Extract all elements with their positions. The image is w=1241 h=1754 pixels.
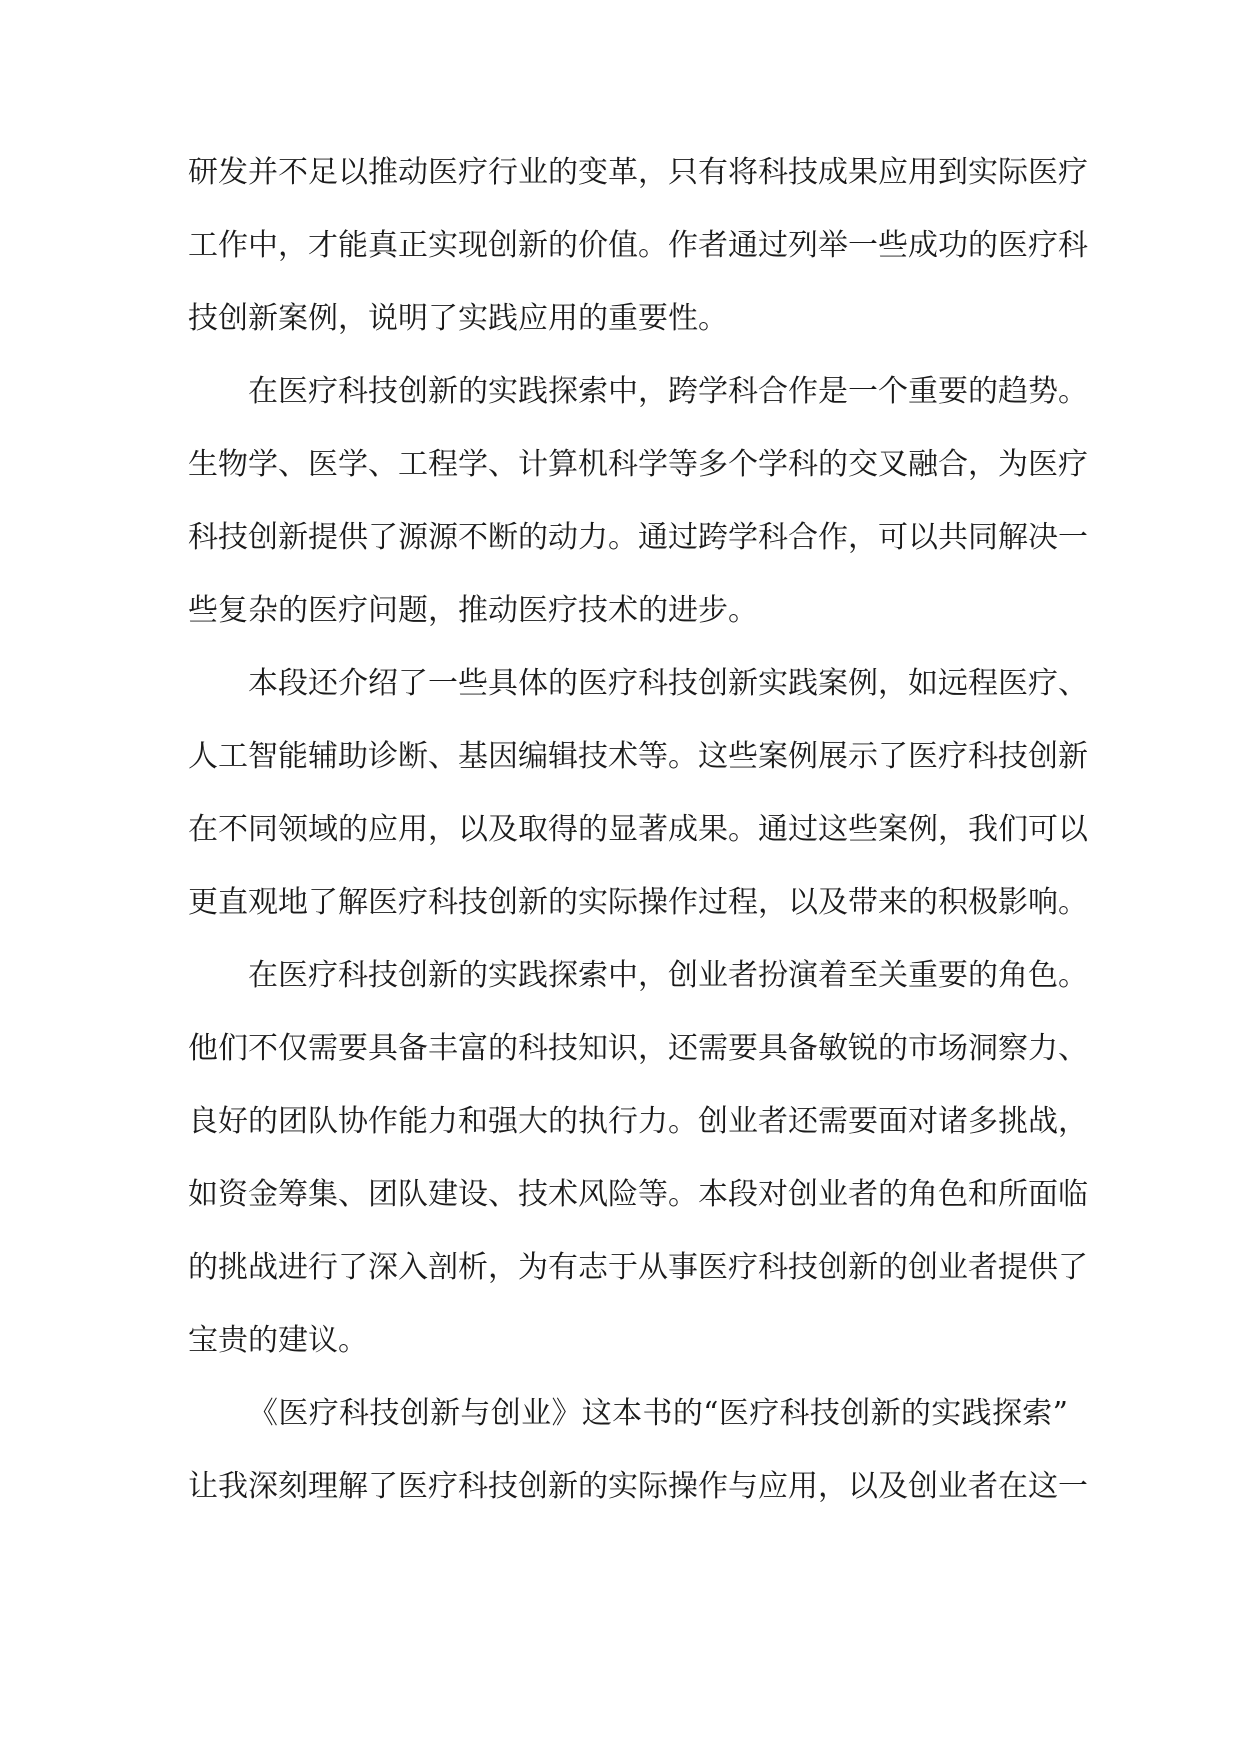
- paragraph-line: 生物学、医学、工程学、计算机科学等多个学科的交叉融合，为医疗: [188, 447, 1088, 482]
- paragraph-line: 如资金筹集、团队建设、技术风险等。本段对创业者的角色和所面临: [188, 1177, 1088, 1212]
- paragraph-line: 在不同领域的应用，以及取得的显著成果。通过这些案例，我们可以: [188, 812, 1088, 847]
- paragraph-line: 更直观地了解医疗科技创新的实际操作过程，以及带来的积极影响。: [188, 885, 1088, 920]
- paragraph-line: 的挑战进行了深入剖析，为有志于从事医疗科技创新的创业者提供了: [188, 1250, 1088, 1285]
- body-text: [188, 143, 1088, 1530]
- paragraph-line: 良好的团队协作能力和强大的执行力。创业者还需要面对诸多挑战，: [188, 1104, 1088, 1139]
- paragraph-line: 技创新案例，说明了实践应用的重要性。: [188, 301, 728, 336]
- paragraph-line: 在医疗科技创新的实践探索中，创业者扮演着至关重要的角色。: [248, 958, 1088, 993]
- paragraph-line: 工作中，才能真正实现创新的价值。作者通过列举一些成功的医疗科: [188, 228, 1088, 263]
- paragraph-line: 让我深刻理解了医疗科技创新的实际操作与应用，以及创业者在这一: [188, 1469, 1088, 1504]
- paragraph-line: 本段还介绍了一些具体的医疗科技创新实践案例，如远程医疗、: [248, 666, 1088, 701]
- paragraph-line: 宝贵的建议。: [188, 1323, 368, 1358]
- paragraph-line: 在医疗科技创新的实践探索中，跨学科合作是一个重要的趋势。: [248, 374, 1088, 409]
- paragraph-line: 人工智能辅助诊断、基因编辑技术等。这些案例展示了医疗科技创新: [188, 739, 1088, 774]
- paragraph-line: 《医疗科技创新与创业》这本书的“医疗科技创新的实践探索”: [248, 1396, 1068, 1431]
- paragraph-line: 些复杂的医疗问题，推动医疗技术的进步。: [188, 593, 758, 628]
- paragraph-line: 研发并不足以推动医疗行业的变革，只有将科技成果应用到实际医疗: [188, 155, 1088, 190]
- paragraph-line: 科技创新提供了源源不断的动力。通过跨学科合作，可以共同解决一: [188, 520, 1088, 555]
- paragraph-line: 他们不仅需要具备丰富的科技知识，还需要具备敏锐的市场洞察力、: [188, 1031, 1088, 1066]
